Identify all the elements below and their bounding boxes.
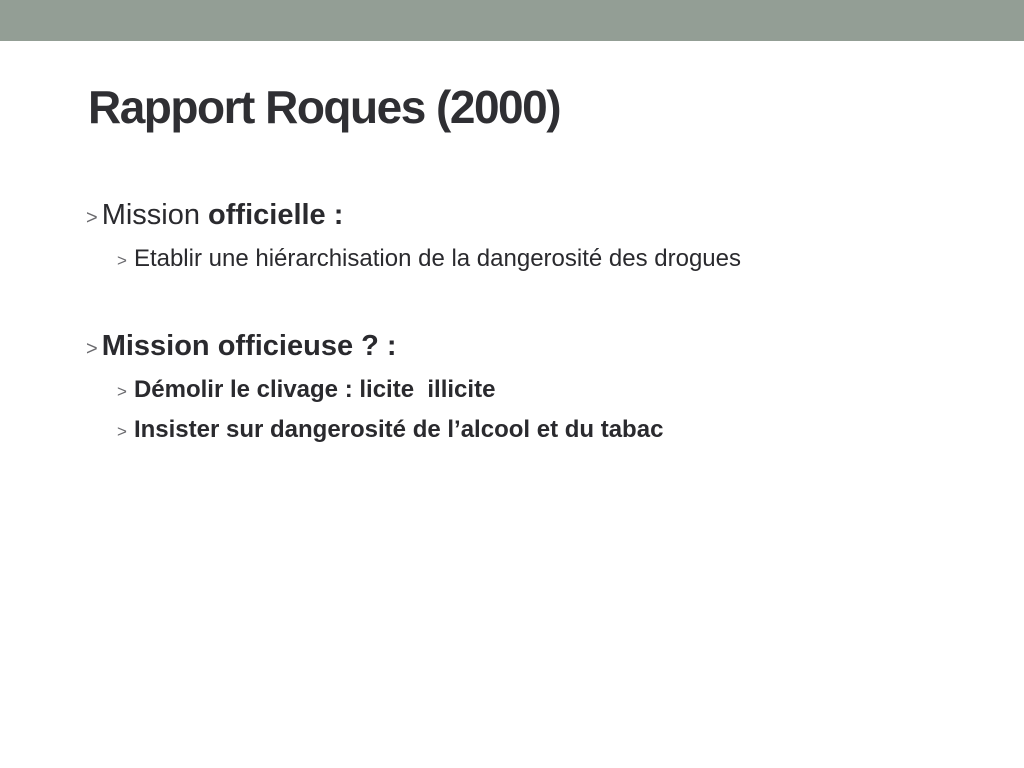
bullet-marker: > [86,338,98,360]
bullet-text-bold: Mission officieuse ? : [101,330,397,362]
slide-title: Rapport Roques (2000) [88,81,561,133]
sub-bullet-text: Etablir une hiérarchisation de la dangerosité des drogues [133,245,741,272]
sub-bullet-marker: > [117,382,127,401]
bullet-marker: > [86,207,98,229]
bullet-mission-officielle [86,195,986,238]
slide-content [86,195,986,451]
sub-bullet-alcool-tabac [117,411,986,451]
sub-bullet-hierarchisation [117,240,986,280]
bullet-text-bold: officielle : [208,199,344,231]
sub-bullet-clivage [117,371,986,411]
top-bar [0,0,1024,41]
sub-bullet-text: Démolir le clivage : licite illicite [133,376,496,403]
bullet-mission-officieuse [86,326,986,369]
bullet-text-plain: Mission [101,199,209,231]
sub-bullet-marker: > [117,422,127,441]
sub-bullet-text: Insister sur dangerosité de l’alcool et du tabac [133,416,664,443]
sub-bullet-marker: > [117,251,127,270]
